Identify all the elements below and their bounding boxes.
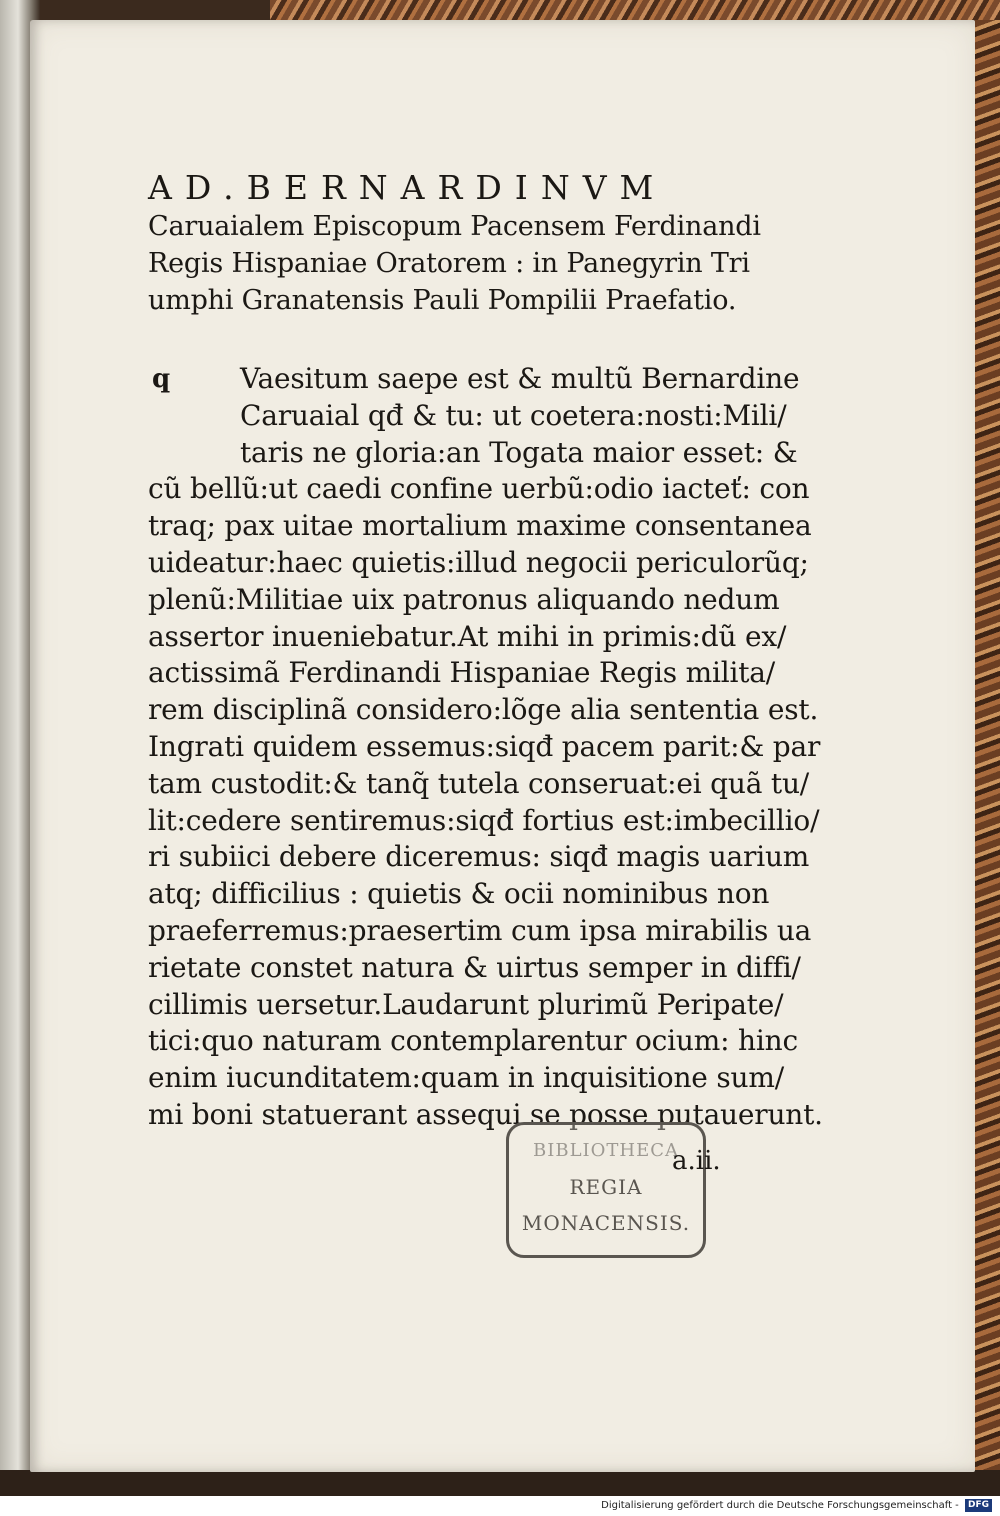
body-line: tici:quo naturam contemplarentur ocium: hinc: [148, 1024, 798, 1058]
body-line: assertor inueniebatur.At mihi in primis:dũ ex/: [148, 619, 787, 653]
marbled-cover-edge: [975, 20, 1000, 1496]
body-line: plenũ:Militiae uix patronus aliquando nedum: [148, 582, 780, 616]
body-line: enim iucunditatem:quam in inquisitione sum/: [148, 1061, 784, 1095]
stamp-line: REGIA: [569, 1175, 643, 1199]
body-line: rem disciplinã considero:lõge alia sententia est.: [148, 693, 819, 727]
body-line: Ingrati quidem essemus:siqđ pacem parit:& par: [148, 729, 821, 763]
body-line: actissimã Ferdinandi Hispaniae Regis milita/: [148, 656, 775, 690]
body-line: Vaesitum saepe est & multũ Bernardine: [240, 362, 800, 395]
text-block: [148, 168, 823, 1134]
body-text: [148, 361, 823, 1134]
body-line: taris ne gloria:an Togata maior esset: &: [240, 435, 798, 469]
dfg-logo: DFG: [965, 1499, 992, 1512]
heading-title: AD.BERNARDINVM: [148, 168, 667, 207]
heading-line: Regis Hispaniae Oratorem : in Panegyrin Tri: [148, 248, 750, 279]
body-line: rietate constet natura & uirtus semper in diffi/: [148, 950, 801, 984]
heading-line: Caruaialem Episcopum Pacensem Ferdinandi: [148, 211, 761, 242]
footer-credit: Digitalisierung gefördert durch die Deutsche Forschungsgemeinschaft -: [601, 1500, 959, 1511]
cover-bottom: [0, 1470, 1000, 1496]
body-line: mi boni statuerant assequi se posse putauerunt.: [148, 1097, 823, 1131]
body-line: atq; difficilius : quietis & ocii nominibus non: [148, 877, 770, 911]
body-line: tam custodit:& tanq̃ tutela conseruat:ei quã tu/: [148, 766, 810, 800]
library-stamp: [506, 1122, 706, 1258]
heading-line: umphi Granatensis Pauli Pompilii Praefatio.: [148, 285, 737, 316]
signature-mark: a.ii.: [672, 1146, 721, 1176]
body-line: traq; pax uitae mortalium maxime consentanea: [148, 509, 812, 543]
stamp-line: MONACENSIS.: [521, 1211, 691, 1235]
guide-letter: q: [152, 364, 170, 394]
body-line: praeferremus:praesertim cum ipsa mirabilis ua: [148, 913, 812, 947]
footer-bar: [0, 1496, 1000, 1516]
body-line: cũ bellũ:ut caedi confine uerbũ:odio iacteť: con: [148, 472, 810, 506]
body-line: Caruaial qđ & tu: ut coetera:nosti:Mili/: [240, 398, 787, 432]
body-line: uideatur:haec quietis:illud negocii periculorũq;: [148, 545, 809, 579]
stamp-line: BIBLIOTHECA: [533, 1140, 679, 1161]
body-line: lit:cedere sentiremus:siqđ fortius est:imbecillio/: [148, 803, 820, 837]
body-line: ri subiici debere diceremus: siqđ magis uarium: [148, 840, 810, 874]
body-line: cillimis uersetur.Laudarunt plurimũ Peripate/: [148, 987, 784, 1021]
